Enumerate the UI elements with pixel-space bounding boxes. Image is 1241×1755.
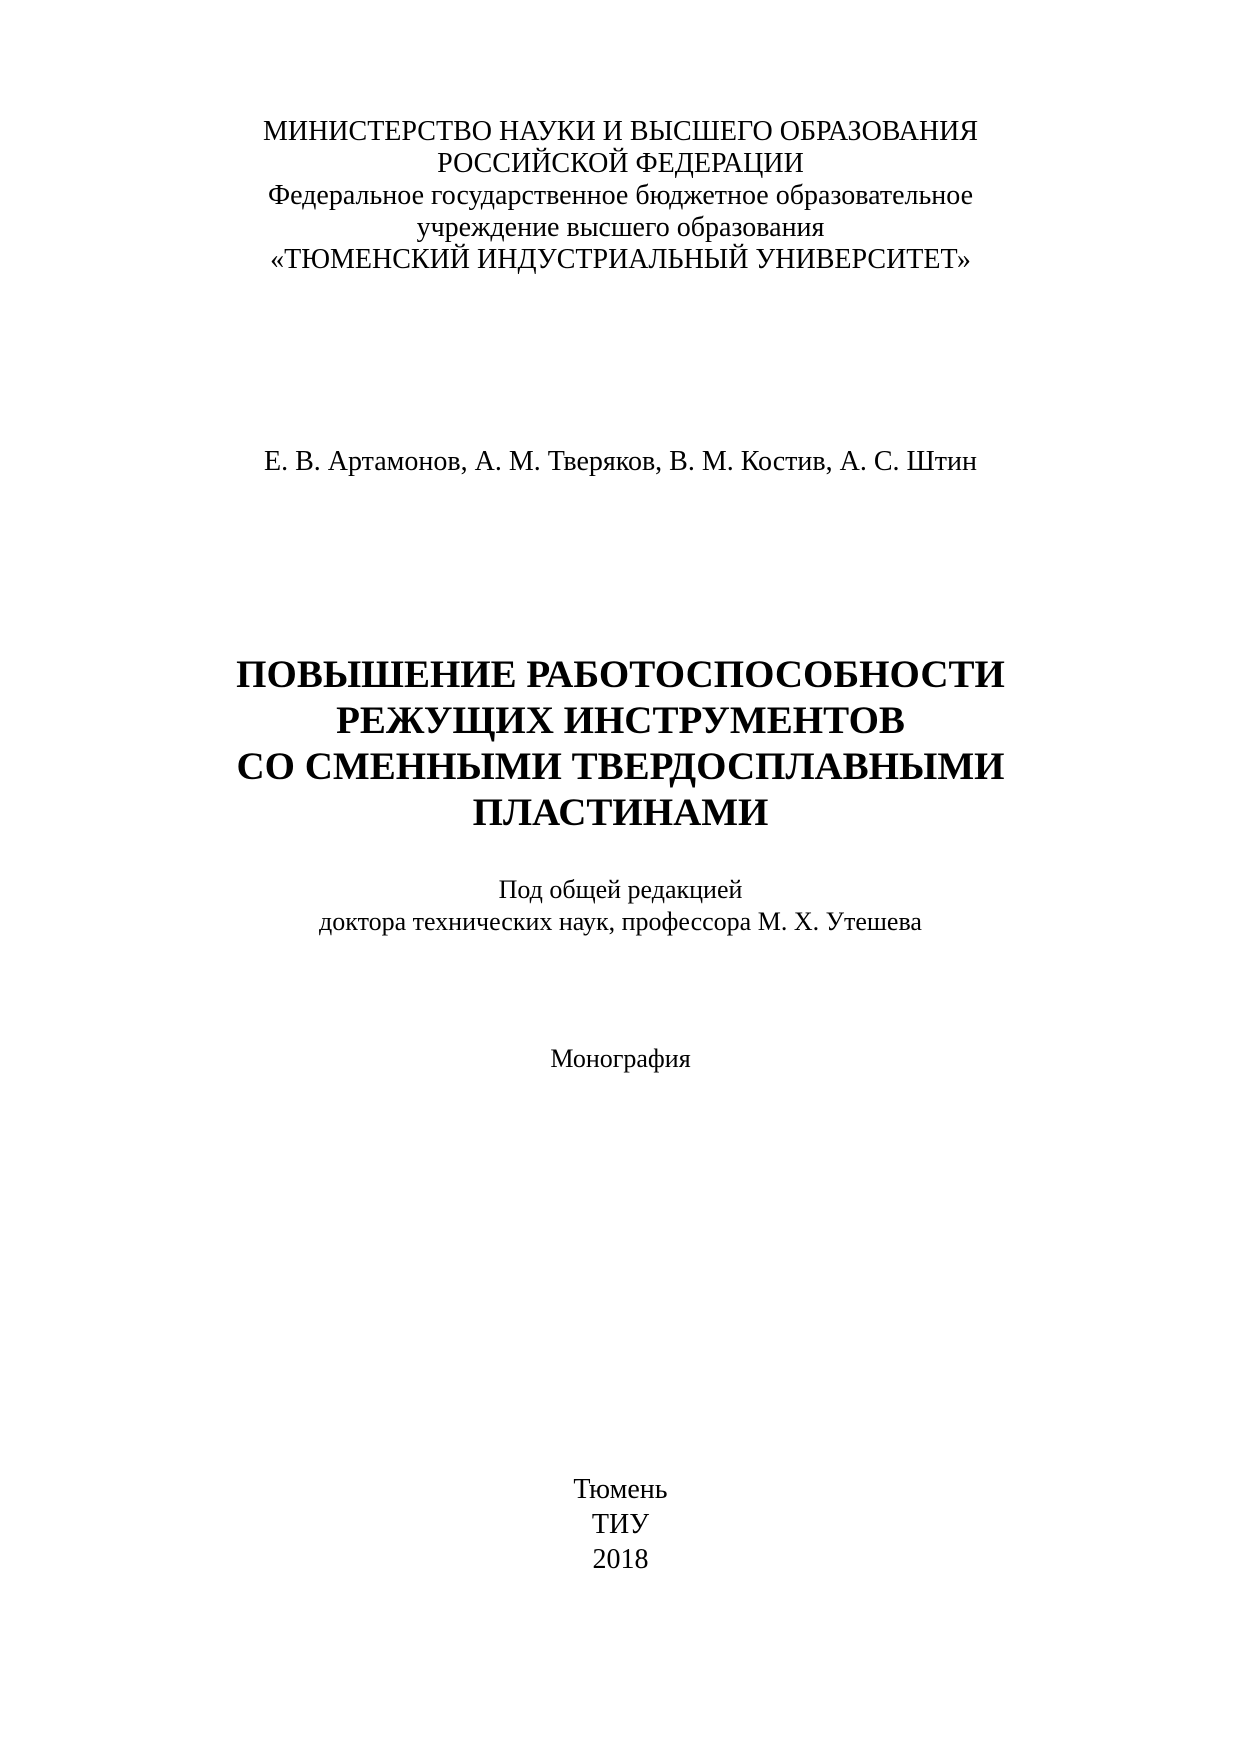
institution-type-line-1: Федеральное государственное бюджетное образовательное xyxy=(267,180,974,211)
book-title xyxy=(0,652,1241,836)
imprint-city: Тюмень xyxy=(573,1474,668,1505)
editor-line-1: Под общей редакцией xyxy=(498,875,743,904)
authors xyxy=(0,446,1241,478)
imprint-year: 2018 xyxy=(592,1544,649,1575)
imprint xyxy=(0,1472,1241,1577)
institution-type-line-2: учреждение высшего образования xyxy=(416,212,825,243)
title-line-4: ПЛАСТИНАМИ xyxy=(472,791,769,834)
genre-label: Монография xyxy=(550,1044,691,1073)
ministry-line-1: МИНИСТЕРСТВО НАУКИ И ВЫСШЕГО ОБРАЗОВАНИЯ xyxy=(262,116,979,147)
imprint-publisher: ТИУ xyxy=(591,1509,650,1540)
institution-header xyxy=(0,116,1241,276)
university-name: «ТЮМЕНСКИЙ ИНДУСТРИАЛЬНЫЙ УНИВЕРСИТЕТ» xyxy=(270,244,971,275)
editor-note xyxy=(0,874,1241,938)
editor-line-2: доктора технических наук, профессора М. Х. Утешева xyxy=(319,907,922,936)
ministry-line-2: РОССИЙСКОЙ ФЕДЕРАЦИИ xyxy=(437,148,804,179)
title-line-3: СО СМЕННЫМИ ТВЕРДОСПЛАВНЫМИ xyxy=(236,745,1005,788)
title-line-2: РЕЖУЩИХ ИНСТРУМЕНТОВ xyxy=(336,699,905,742)
authors-list: Е. В. Артамонов, А. М. Тверяков, В. М. Костив, А. С. Штин xyxy=(264,446,977,477)
genre xyxy=(0,1043,1241,1075)
title-line-1: ПОВЫШЕНИЕ РАБОТОСПОСОБНОСТИ xyxy=(236,653,1005,696)
